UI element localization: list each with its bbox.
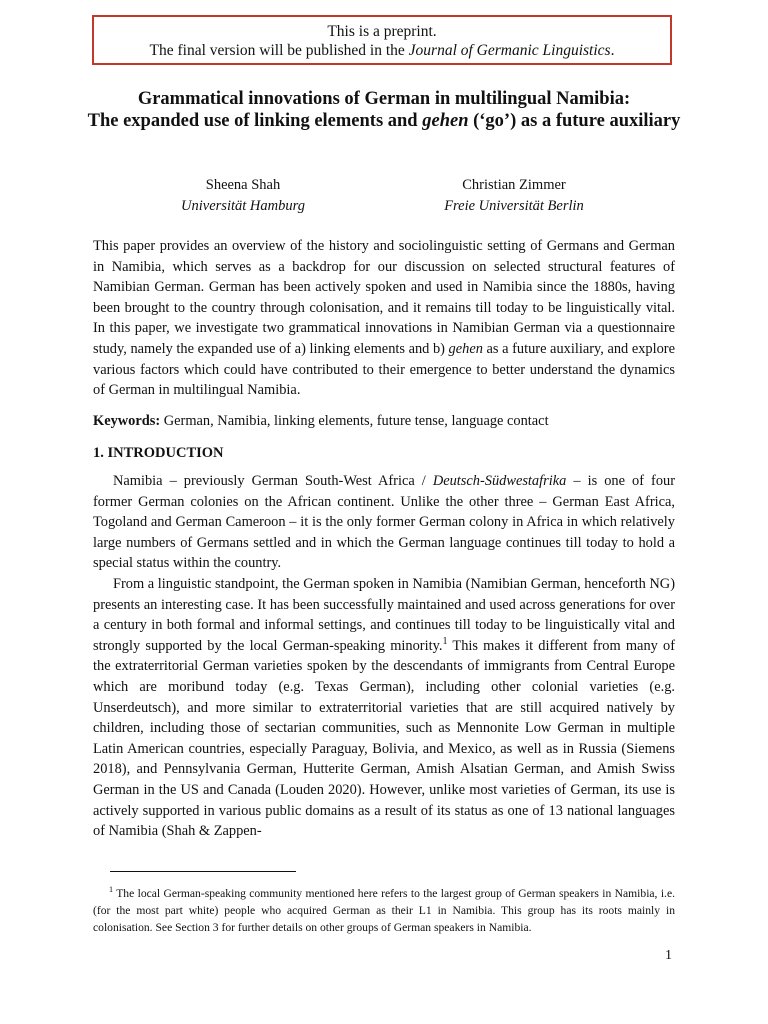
introduction-body — [93, 471, 675, 842]
footnote-ref[interactable]: 1 — [442, 635, 448, 647]
author-name: Sheena Shah — [205, 177, 281, 193]
author-1 — [113, 175, 373, 217]
preprint-line-1: This is a preprint. — [327, 23, 437, 40]
keywords-label: Keywords: — [93, 413, 161, 429]
keywords-list: German, Namibia, linking elements, future tense, language contact — [160, 413, 549, 429]
author-name: Christian Zimmer — [462, 177, 566, 193]
footnote: $^1$ The local German-speaking community mentioned here refers to the largest group of German speakers in Namibia, i.e. (for the most part white) people who acquired German as their L1 in Namibia. This group has its roots mainly in colonisation. See Section 3 for further details on other groups of German speakers in Namibia. — [93, 885, 675, 934]
paragraph: From a linguistic standpoint, the German spoken in Namibia (Namibian German, henceforth NG) presents an interesting case. It has been successfully maintained and used across generations for over a century in both formal and informal settings, and continues till today to be linguistically vital and strongly supported by the local German-speaking minority.$^1$ This makes it different from many of the extraterritorial German varieties spoken by the descendants of immigrants from Central Europe which are moribund today (e.g. Texas German), including other colonial varieties (e.g. Unserdeutsch), and more similar to extraterritorial varieties that are still acquired natively by children, including those of sectarian communities, such as Mennonite Low German in multiple Latin American countries, especially Paraguay, Bolivia, and Mexico, as well as in Russia (Siemens 2018), and Pennsylvania German, Hutterite German, Amish Alsatian German, and Amish Swiss German in the US and Canada (Louden 2020). However, unlike most varieties of German, its use is actively supported in various public domains as a result of its status as one of 13 national languages of Namibia (Shah & Zappen- — [93, 575, 675, 840]
footnote-marker: 1 — [109, 885, 114, 895]
page-number: 1 — [665, 948, 672, 963]
preprint-notice — [92, 15, 672, 65]
author-affiliation: Universität Hamburg — [181, 198, 305, 214]
journal-name: Journal of Germanic Linguistics — [408, 42, 611, 59]
paper-title: Grammatical innovations of German in multilingual Namibia: The expanded use of linking elements and gehen (‘go’) as a future auxiliary — [87, 89, 681, 131]
paragraph: Namibia – previously German South-West Africa / Deutsch-Südwestafrika – is one of four former German colonies on the African continent. Unlike the other three – German East Africa, Togoland and German Cameroon – it is the only former German colony in Africa in which relatively large numbers of Germans settled and in which the German language continues till today to hold a special status within the country. — [93, 473, 675, 572]
author-affiliation: Freie Universität Berlin — [444, 198, 584, 214]
author-2 — [384, 175, 644, 217]
footnote-divider — [110, 871, 296, 872]
preprint-line-2: The final version will be published in the Journal of Germanic Linguistics. — [149, 42, 615, 59]
section-heading: 1. INTRODUCTION — [93, 445, 224, 461]
abstract: This paper provides an overview of the history and sociolinguistic setting of Germans and German in Namibia, which serves as a backdrop for our discussion on selected structural features of Namibian German. German has been actively spoken and used in Namibia since the 1880s, having been brought to the country through colonisation, and it remains till today to be linguistically vital. In this paper, we investigate two grammatical innovations in Namibian German via a questionnaire study, namely the expanded use of a) linking elements and b) gehen as a future auxiliary, and explore various factors which could have contributed to their emergence to better understand the dynamics of German in multilingual Namibia. — [93, 238, 675, 399]
keywords — [93, 411, 675, 432]
